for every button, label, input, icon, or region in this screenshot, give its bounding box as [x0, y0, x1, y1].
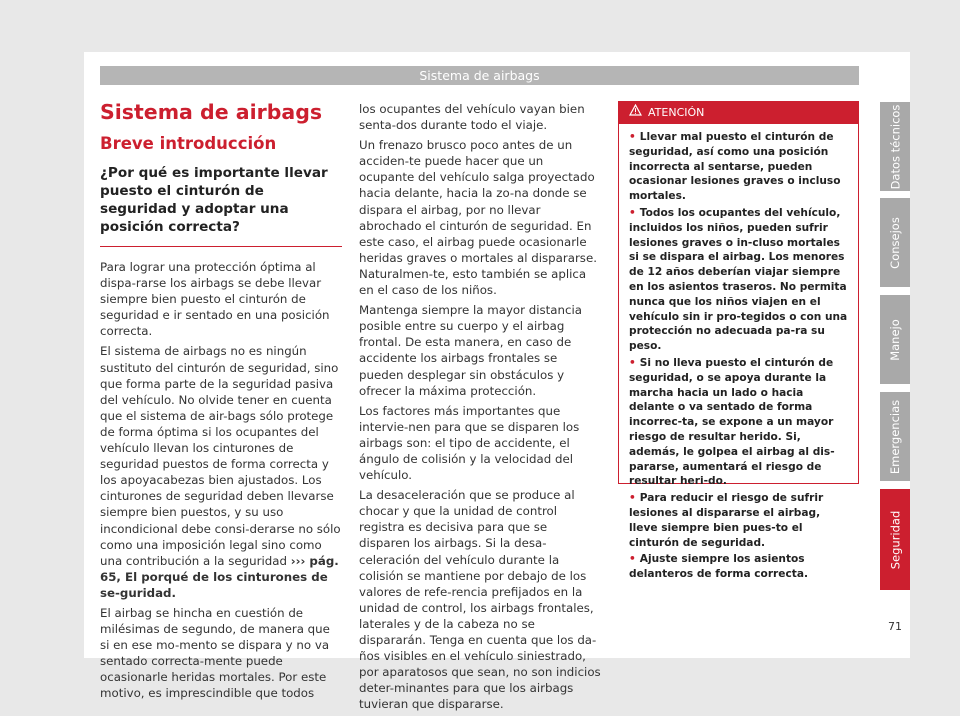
tab-seguridad[interactable]: Seguridad [880, 489, 910, 590]
tab-datos-tecnicos[interactable]: Datos técnicos [880, 102, 910, 191]
paragraph-text: El sistema de airbags no es ningún sustituto del cinturón de seguridad, sino que forma parte de la seguridad pasiva del vehículo. No olvide tener en cuenta que el sistema de air-bags sólo protege de forma óptima si los ocupantes del vehículo llevan los cinturones de seguridad puestos de forma correcta y los apoyacabezas bien ajustados. Los cinturones de seguridad deben llevarse siempre bien puestos, y su uso incondicional debe consi-derarse no sólo como una imposición legal sino como una contribución a la seguridad [100, 344, 341, 568]
warning-header [619, 102, 858, 124]
section-subtitle: Breve introducción [100, 134, 277, 153]
warning-item: • Si no lleva puesto el cinturón de seguridad, o se apoya durante la marcha hacia un lado o hacia delante o va sentado de forma incorrec-ta, se expone a un mayor riesgo de resultar herido. Si, además, le golpea el airbag al dis-pararse, aumentará el riesgo de resultar heri-do. [629, 356, 835, 488]
tab-emergencias[interactable]: Emergencias [880, 392, 910, 481]
bullet-icon: • [629, 356, 636, 369]
tab-manejo[interactable]: Manejo [880, 295, 910, 384]
warning-item: • Todos los ocupantes del vehículo, incluidos los niños, pueden sufrir lesiones graves o in-cluso mortales si se dispara el airbag. Los menores de 12 años deberían viajar siempre en los asientos traseros. No permita nunca que los niños viajen en el vehículo sin ir pro-tegidos o con una protección no adecuada pa-ra su peso. [629, 206, 848, 353]
paragraph: Para lograr una protección óptima al dispa-rarse los airbags se debe llevar siempre bien puesto el cinturón de seguridad e ir sentado en una posición correcta. [100, 260, 330, 339]
paragraph: El airbag se hincha en cuestión de milésimas de segundo, de manera que si en ese mo-mento se dispara y no va sentado correcta-mente puede ocasionarle heridas mortales. Por este motivo, es imprescindible que todos [100, 605, 330, 701]
question-heading: ¿Por qué es importante llevar puesto el cinturón de seguridad y adoptar una posición correcta? [100, 164, 342, 247]
section-title: Sistema de airbags [100, 100, 323, 124]
warning-item: • Para reducir el riesgo de sufrir lesiones al dispararse el airbag, lleve siempre bien pues-to el cinturón de seguridad. [629, 492, 824, 549]
tab-consejos[interactable]: Consejos [880, 198, 910, 287]
warning-title: ATENCIÓN [648, 106, 705, 119]
bullet-icon: • [629, 553, 636, 566]
left-column [100, 100, 342, 706]
warning-box [618, 101, 859, 581]
warning-item: • Llevar mal puesto el cinturón de seguridad, así como una posición incorrecta al sentarse, pueden ocasionar lesiones graves o incluso mortales. [629, 131, 841, 203]
bullet-icon: • [629, 492, 636, 505]
left-body [100, 259, 342, 702]
paragraph: los ocupantes del vehículo vayan bien senta-dos durante todo el viaje. [359, 102, 585, 133]
paragraph: Un frenazo brusco poco antes de un acciden-te puede hacer que un ocupante del vehículo salga proyectado hacia delante, hacia la zo-na donde se dispara el airbag, por no llevar abrochado el cinturón de seguridad. En este caso, el airbag puede ocasionarle heridas graves o mortales al dispararse. Naturalmen-te, esto también se aplica en el caso de los niños. [359, 138, 597, 298]
cross-reference-link[interactable]: ››› pág. 65, El porqué de los cinturones de se-guridad. [100, 553, 339, 600]
bullet-icon: • [629, 206, 636, 219]
paragraph [100, 343, 342, 601]
paragraph: Los factores más importantes que intervie-nen para que se disparen los airbags son: el tipo de accidente, el ángulo de colisión y la velocidad del vehículo. [359, 403, 580, 483]
paragraph: Mantenga siempre la mayor distancia posible entre su cuerpo y el airbag frontal. De esta manera, en caso de accidente los airbags frontales se pueden desplegar sin obstáculos y ofrecer la máxima protección. [359, 303, 582, 398]
page-header: Sistema de airbags [100, 66, 859, 85]
warning-body [619, 124, 858, 582]
warning-item: • Ajuste siempre los asientos delanteros de forma correcta. [629, 553, 808, 581]
warning-triangle-icon [629, 102, 642, 124]
paragraph: La desaceleración que se produce al chocar y que la unidad de control registra es decisiva para que se disparen los airbags. Si la desa-celeración del vehículo durante la colisión se mantiene por debajo de los valores de refe-rencia prefijados en la unidad de control, los airbags frontales, laterales y de la cabeza no se dispararán. Tenga en cuenta que los da-ños visibles en el vehículo siniestrado, por aparatosos que sean, no son indicios deter-minantes para que los airbags tuvieran que dispararse. [359, 488, 601, 712]
page-number: 71 [888, 620, 902, 633]
bullet-icon: • [629, 131, 636, 143]
middle-column [359, 101, 601, 716]
